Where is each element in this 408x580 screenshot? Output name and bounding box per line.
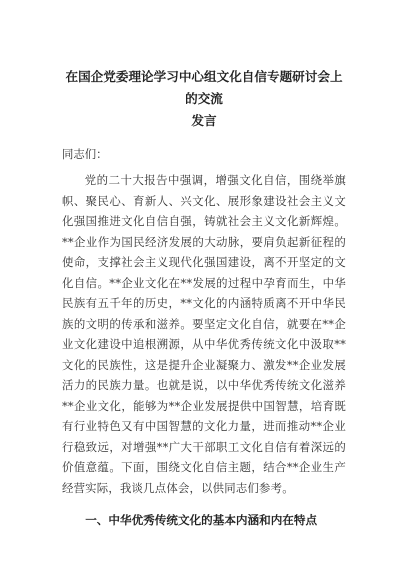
document-title — [62, 66, 346, 132]
salutation: 同志们： — [62, 147, 108, 161]
document-title-line1: 在国企党委理论学习中心组文化自信专题研讨会上的交流 — [65, 69, 343, 106]
section-heading: 一、中华优秀传统文化的基本内涵和内在特点 — [85, 513, 318, 527]
document-title-line2: 发言 — [191, 113, 217, 128]
body-paragraph: 党的二十大报告中强调，增强文化自信，围绕举旗帜、聚民心、育新人、兴文化、展形象建设社会主义文化强国推进文化自信自强，铸就社会主义文化新辉煌。**企业作为国民经济发展的大动脉，要肩负起新征程的使命，支撑社会主义现代化强国建设，离不开坚定的文化自信。**企业文化在**发展的过程中孕育而生，中华民族有五千年的历史，**文化的内涵特质离不开中华民族的文明的传承和滋养。要坚定文化自信，就要在**企业文化建设中追根溯源，从中华优秀传统文化中汲取**文化的民族性，这是提升企业凝聚力、激发**企业发展活力的民族力量。也就是说，以中华优秀传统文化滋养**企业文化，能够为**企业发展提供中国智慧，培育既有行业特色又有中国智慧的文化力量，进而推动**企业行稳致远，对增强**广大干部职工文化自信有着深远的价值意蕴。下面，围绕文化自信主题，结合**企业生产经营实际，我谈几点体会，以供同志们参考。 — [62, 173, 346, 495]
